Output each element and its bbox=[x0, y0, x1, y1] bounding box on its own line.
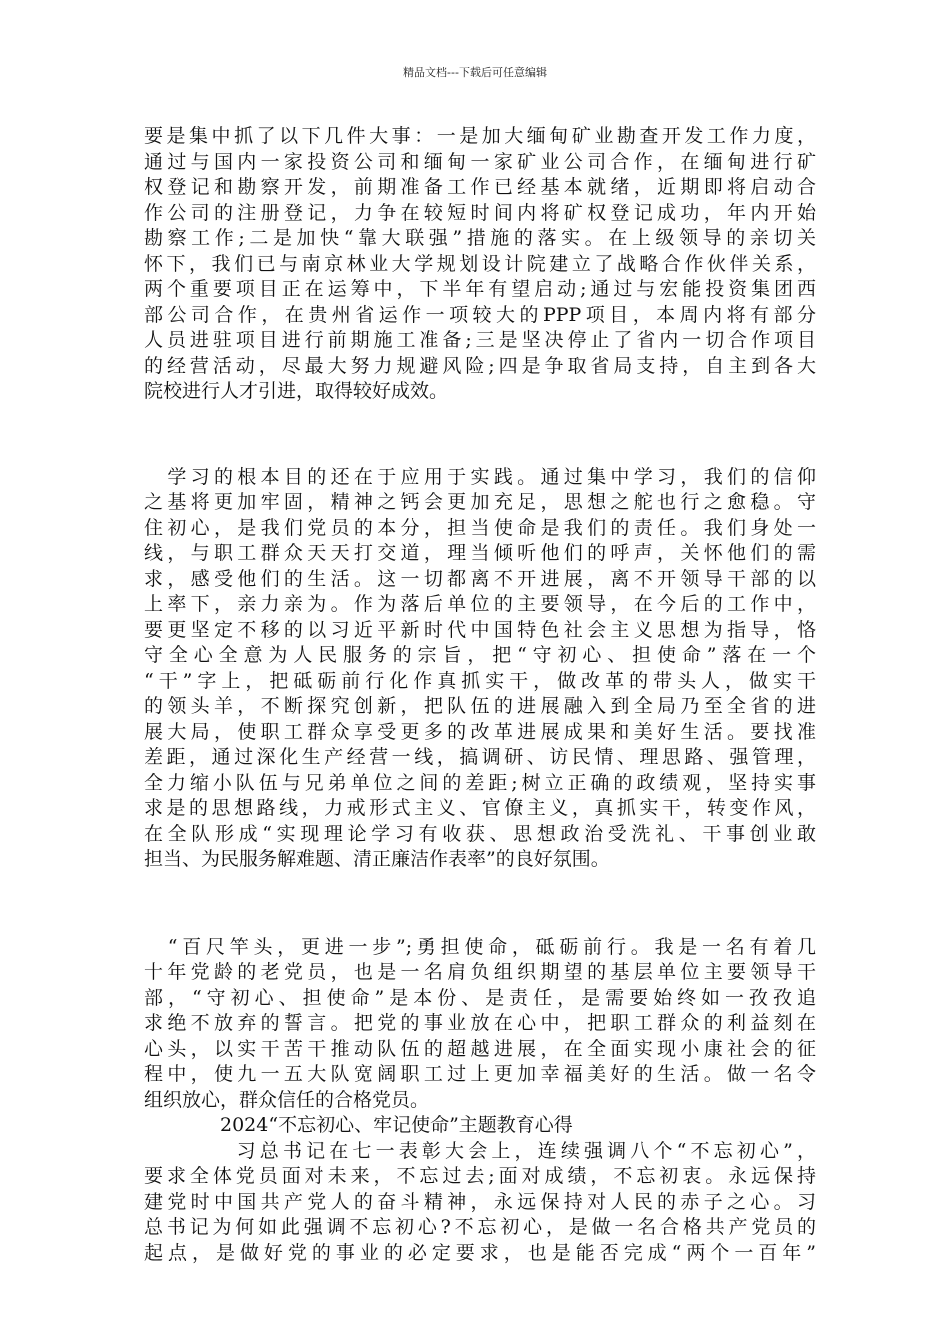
section-title-text: 2024“不忘初心、牢记使命”主题教育心得 bbox=[144, 1114, 573, 1136]
text-line: 差距，通过深化生产经营一线，搞调研、访民情、理思路、强管理， bbox=[144, 746, 816, 768]
paragraph-spacer bbox=[144, 405, 816, 465]
text-line: 十年党龄的老党员，也是一名肩负组织期望的基层单位主要领导干 bbox=[144, 961, 816, 983]
text-line: 两个重要项目正在运筹中，下半年有望启动;通过与宏能投资集团西 bbox=[144, 278, 816, 300]
text-line: 权登记和勘察开发，前期准备工作已经基本就绪，近期即将启动合 bbox=[144, 176, 816, 198]
text-line: 上率下，亲力亲为。作为落后单位的主要领导，在今后的工作中， bbox=[144, 593, 816, 615]
text-line: 要更坚定不移的以习近平新时代中国特色社会主义思想为指导，恪 bbox=[144, 618, 816, 641]
text-line: 要是集中抓了以下几件大事：一是加大缅甸矿业勘查开发工作力度， bbox=[144, 125, 816, 147]
text-line: “干”字上，把砥砺前行化作真抓实干，做改革的带头人，做实干 bbox=[144, 669, 816, 692]
text-line: 求是的思想路线，力戒形式主义、官僚主义，真抓实干，转变作风， bbox=[144, 797, 816, 819]
text-line: 的经营活动，尽最大努力规避风险;四是争取省局支持，自主到各大 bbox=[144, 354, 816, 377]
text-line: 部，“守初心、担使命”是本份、是责任，是需要始终如一孜孜追 bbox=[144, 986, 816, 1009]
paragraph-work-summary bbox=[144, 124, 816, 405]
text-line: 建党时中国共产党人的奋斗精神，永远保持对人民的赤子之心。习 bbox=[144, 1190, 816, 1213]
text-line: 求，感受他们的生活。这一切都离不开进展，离不开领导干部的以 bbox=[144, 567, 816, 590]
text-line: 通过与国内一家投资公司和缅甸一家矿业公司合作，在缅甸进行矿 bbox=[144, 150, 816, 173]
text-line: “百尺竿头，更进一步”;勇担使命，砥砺前行。我是一名有着几 bbox=[144, 935, 816, 958]
text-line: 起点，是做好党的事业的必定要求，也是能否完成“两个一百年” bbox=[144, 1241, 816, 1264]
text-line: 程中，使九一五大队宽阔职工过上更加幸福美好的生活。做一名令 bbox=[144, 1063, 816, 1085]
text-line: 总书记为何如此强调不忘初心?不忘初心，是做一名合格共产党员的 bbox=[144, 1216, 816, 1238]
page-header: 精品文档---下载后可任意编辑 bbox=[403, 66, 547, 79]
text-line: 组织放心，群众信任的合格党员。 bbox=[144, 1088, 430, 1111]
text-line: 线，与职工群众天天打交道，理当倾听他们的呼声，关怀他们的需 bbox=[144, 542, 816, 564]
text-line: 人员进驻项目进行前期施工准备;三是坚决停止了省内一切合作项目 bbox=[144, 329, 816, 351]
text-line: 求绝不放弃的誓言。把党的事业放在心中，把职工群众的利益刻在 bbox=[144, 1012, 816, 1034]
text-line: 院校进行人才引进，取得较好成效。 bbox=[144, 380, 449, 402]
text-line: 展大局，使职工群众享受更多的改革进展成果和美好生活。要找准 bbox=[144, 720, 816, 743]
section-title bbox=[144, 1113, 816, 1139]
text-line: 的领头羊，不断探究创新，把队伍的进展融入到全局乃至全省的进 bbox=[144, 695, 816, 717]
text-line: 守全心全意为人民服务的宗旨，把“守初心、担使命”落在一个 bbox=[144, 644, 816, 666]
paragraph-original-aspiration bbox=[144, 1139, 816, 1267]
text-line: 全力缩小队伍与兄弟单位之间的差距;树立正确的政绩观，坚持实事 bbox=[144, 771, 816, 794]
text-line: 在全队形成“实现理论学习有收获、思想政治受洗礼、干事创业敢 bbox=[144, 822, 816, 845]
document-body bbox=[144, 124, 816, 1266]
text-line: 部公司合作，在贵州省运作一项较大的PPP项目，本周内将有部分 bbox=[144, 303, 816, 326]
paragraph-study-practice bbox=[144, 465, 816, 873]
text-line: 住初心，是我们党员的本分，担当使命是我们的责任。我们身处一 bbox=[144, 516, 816, 539]
paragraph-spacer bbox=[144, 873, 816, 935]
text-line: 怀下，我们已与南京林业大学规划设计院建立了战略合作伙伴关系， bbox=[144, 252, 816, 275]
text-line: 之基将更加牢固，精神之钙会更加充足，思想之舵也行之愈稳。守 bbox=[144, 491, 816, 513]
text-line: 学习的根本目的还在于应用于实践。通过集中学习，我们的信仰 bbox=[144, 465, 816, 488]
text-line: 作公司的注册登记，力争在较短时间内将矿权登记成功，年内开始 bbox=[144, 201, 816, 224]
text-line: 要求全体党员面对未来，不忘过去;面对成绩，不忘初衷。永远保持 bbox=[144, 1165, 816, 1187]
text-line: 心头，以实干苦干推动队伍的超越进展，在全面实现小康社会的征 bbox=[144, 1037, 816, 1060]
paragraph-mission bbox=[144, 935, 816, 1114]
text-line: 习总书记在七一表彰大会上，连续强调八个“不忘初心”， bbox=[144, 1139, 816, 1162]
text-line: 担当、为民服务解难题、清正廉洁作表率”的良好氛围。 bbox=[144, 848, 610, 870]
text-line: 勘察工作;二是加快“靠大联强”措施的落实。在上级领导的亲切关 bbox=[144, 227, 816, 249]
